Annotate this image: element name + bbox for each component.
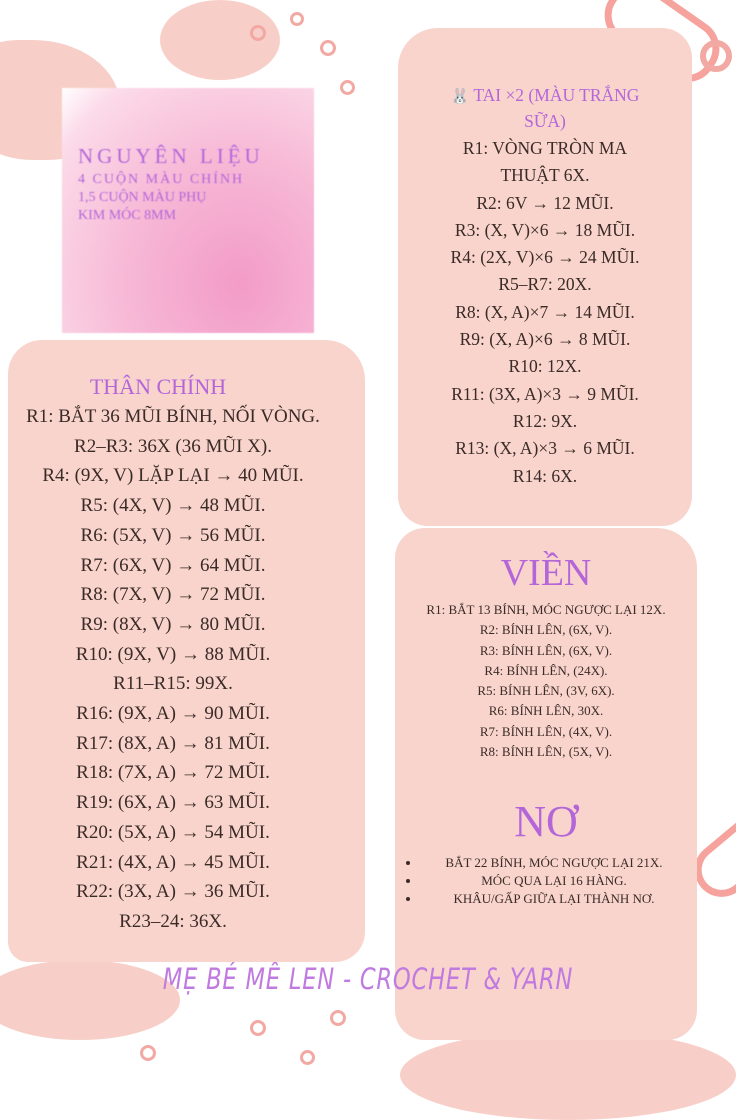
pattern-row: R6: BÍNH LÊN, 30X. (488, 703, 604, 719)
pattern-row: R4: BÍNH LÊN, (24X). (484, 662, 608, 678)
pattern-row: R18: (7X, A) → 72 MŨI. (76, 762, 270, 784)
rabbit-icon: 🐰 (450, 89, 470, 105)
pattern-row: R11: (3X, A)×3 → 9 MŨI. (451, 383, 639, 404)
border-title: VIỀN (500, 552, 592, 594)
pattern-row: R17: (8X, A) → 81 MŨI. (76, 732, 270, 754)
pattern-row: R6: (5X, V) → 56 MŨI. (80, 524, 266, 546)
pattern-row: THUẬT 6X. (500, 165, 590, 186)
bow-step: • BẮT 22 BÍNH, MÓC NGƯỢC LẠI 21X. (421, 854, 697, 872)
pattern-row: R8: (X, A)×7 → 14 MŨI. (455, 301, 635, 322)
pattern-row: R16: (9X, A) → 90 MŨI. (76, 703, 270, 725)
bow-steps (395, 854, 697, 908)
ears-title: TAI ×2 (MÀU TRẮNG (473, 85, 640, 105)
pattern-row: R2: 6V → 12 MŨI. (476, 192, 614, 213)
bow-step: • KHÂU/GẤP GIỮA LẠI THÀNH NƠ. (421, 890, 697, 908)
pattern-row: R20: (5X, A) → 54 MŨI. (76, 821, 270, 843)
pattern-row: R21: (4X, A) → 45 MŨI. (76, 851, 270, 873)
pattern-row: R2–R3: 36X (36 MŨI X). (74, 435, 272, 457)
pattern-row: R23–24: 36X. (119, 910, 227, 932)
pattern-row: R8: (7X, V) → 72 MŨI. (80, 584, 266, 606)
pattern-row: R10: (9X, V) → 88 MŨI. (75, 643, 271, 665)
bow-step: • MÓC QUA LẠI 16 HÀNG. (421, 872, 697, 890)
pattern-row: R4: (9X, V) LẶP LẠI → 40 MŨI. (42, 465, 304, 487)
footer-brand: MẸ BÉ MÊ LEN - CROCHET & YARN (162, 962, 574, 996)
pattern-row: R2: BÍNH LÊN, (6X, V). (479, 622, 613, 638)
pattern-row: R14: 6X. (512, 465, 578, 486)
body-section (8, 340, 365, 962)
pattern-row: R1: VÒNG TRÒN MA (462, 138, 628, 158)
pattern-row: R9: (X, A)×6 → 8 MŨI. (459, 329, 631, 350)
ingredient-item: 4 CUỘN MÀU CHÍNH (78, 172, 245, 187)
pattern-row: R1: BẮT 36 MŨI BÍNH, NỐI VÒNG. (26, 406, 320, 427)
pattern-row: R7: (6X, V) → 64 MŨI. (80, 554, 266, 576)
pattern-row: R1: BẮT 13 BÍNH, MÓC NGƯỢC LẠI 12X. (426, 602, 666, 617)
pattern-row: R10: 12X. (508, 356, 582, 377)
bow-title: NƠ (514, 797, 578, 847)
ingredients-box (62, 88, 314, 333)
ingredients-title: NGUYÊN LIỆU (78, 144, 264, 168)
ears-section (398, 28, 692, 526)
pattern-row: R7: BÍNH LÊN, (4X, V). (479, 723, 613, 739)
pattern-row: R12: 9X. (512, 410, 578, 431)
pattern-row: R5: (4X, V) → 48 MŨI. (80, 495, 266, 517)
body-title: THÂN CHÍNH (89, 374, 227, 399)
pattern-row: R11–R15: 99X. (113, 673, 233, 695)
pattern-row: R4: (2X, V)×6 → 24 MŨI. (450, 247, 640, 268)
pattern-row: R13: (X, A)×3 → 6 MŨI. (455, 438, 635, 459)
ingredient-item: KIM MÓC 8MM (78, 208, 177, 223)
ears-title-cont: SỮA) (524, 111, 566, 131)
pattern-row: R3: (X, V)×6 → 18 MŨI. (454, 219, 636, 240)
pattern-row: R8: BÍNH LÊN, (5X, V). (479, 744, 613, 760)
pattern-row: R5: BÍNH LÊN, (3V, 6X). (477, 683, 615, 699)
ingredient-item: 1,5 CUỘN MÀU PHỤ (78, 190, 207, 205)
pattern-row: R22: (3X, A) → 36 MŨI. (76, 881, 270, 903)
pattern-row: R19: (6X, A) → 63 MŨI. (76, 792, 270, 814)
pattern-row: R9: (8X, V) → 80 MŨI. (80, 613, 266, 635)
pattern-row: R3: BÍNH LÊN, (6X, V). (479, 642, 613, 658)
pattern-row: R5–R7: 20X. (498, 274, 592, 295)
